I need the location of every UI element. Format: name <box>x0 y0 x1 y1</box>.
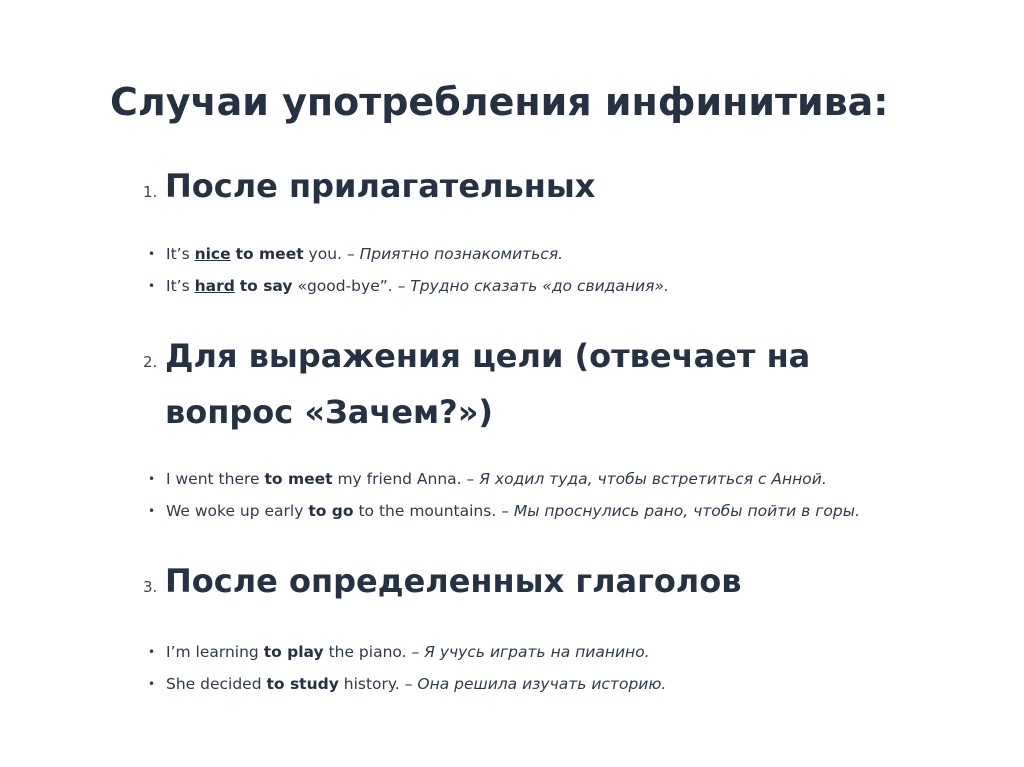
bullet-icon: • <box>148 247 156 261</box>
example-text: It’s <box>166 245 195 263</box>
example-text: We woke up early <box>166 502 309 520</box>
section-3-examples <box>148 636 666 700</box>
section-title: После прилагательных <box>165 167 596 205</box>
section-title: После определенных глаголов <box>165 562 742 600</box>
list-item <box>148 668 666 700</box>
section-2-heading <box>143 328 810 440</box>
example-infinitive: to study <box>266 675 339 693</box>
example-text: my friend Anna. – <box>332 470 480 488</box>
list-item <box>148 495 860 527</box>
list-item <box>148 636 666 668</box>
list-item <box>148 463 860 495</box>
example-text: to the mountains. – <box>353 502 514 520</box>
example-translation: Приятно познакомиться. <box>359 245 564 263</box>
example-text: It’s <box>166 277 195 295</box>
section-number: 2. <box>143 353 158 371</box>
example-text: you. – <box>303 245 360 263</box>
list-item <box>148 238 669 270</box>
example-infinitive: to say <box>239 277 293 295</box>
list-item <box>148 270 669 302</box>
section-number: 1. <box>143 183 158 201</box>
bullet-icon: • <box>148 645 156 659</box>
example-translation: Она решила изучать историю. <box>417 675 667 693</box>
example-infinitive: to go <box>308 502 354 520</box>
section-1-heading <box>143 158 595 214</box>
example-translation: Я учусь играть на пианино. <box>424 643 650 661</box>
example-text: I’m learning <box>166 643 264 661</box>
example-translation: Трудно сказать «до свидания». <box>410 277 669 295</box>
bullet-icon: • <box>148 472 156 486</box>
example-adjective: hard <box>194 277 235 295</box>
example-translation: Мы проснулись рано, чтобы пойти в горы. <box>513 502 860 520</box>
bullet-icon: • <box>148 279 156 293</box>
bullet-icon: • <box>148 677 156 691</box>
example-text: I went there <box>166 470 265 488</box>
section-2-examples <box>148 463 860 527</box>
example-text: history. – <box>338 675 418 693</box>
section-3-heading <box>143 553 741 609</box>
example-text: She decided <box>166 675 267 693</box>
example-translation: Я ходил туда, чтобы встретиться с Анной. <box>479 470 827 488</box>
example-text: «good-bye”. – <box>292 277 411 295</box>
example-text: the piano. – <box>323 643 425 661</box>
section-1-examples <box>148 238 669 302</box>
page-title: Случаи употребления инфинитива: <box>110 80 889 124</box>
example-infinitive: to meet <box>235 245 304 263</box>
example-infinitive: to meet <box>264 470 333 488</box>
section-number: 3. <box>143 578 158 596</box>
bullet-icon: • <box>148 504 156 518</box>
example-adjective: nice <box>194 245 231 263</box>
section-title-line-1: Для выражения цели (отвечает на <box>165 337 811 375</box>
section-title-line-2: вопрос «Зачем?») <box>165 393 494 431</box>
example-infinitive: to play <box>263 643 324 661</box>
